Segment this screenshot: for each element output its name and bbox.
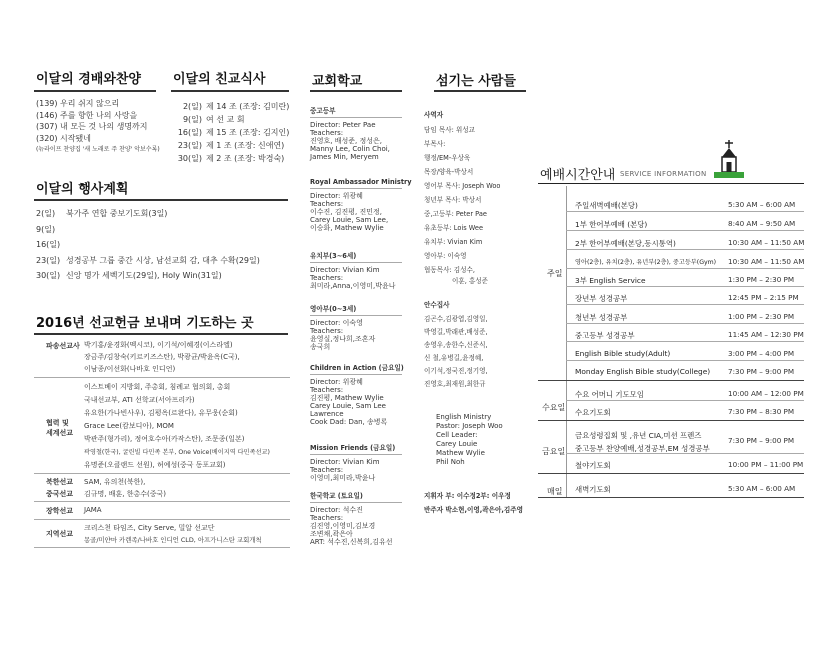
divider [34,519,290,520]
group-line: Teachers: [310,466,344,474]
group-name: Children in Action (금요일) [310,364,404,372]
staff-line: 행정/EM-우상욱 [424,154,471,162]
deacon-line: 이기석,정국진,정기영, [424,367,488,375]
group-line: 이승화, Mathew Wylie [310,224,384,232]
conductor-line: 지휘자 부: 이수정2부: 이우정 [424,492,511,500]
divider [34,473,290,474]
mission-label: 지역선교 [46,530,74,538]
mission-line: 이스트베이 지방회, 주총회, 침례교 협의회, 총회 [84,383,231,391]
deacons-title: 안수집사 [424,301,450,309]
group-line: Carey Louie, Sam Lee [310,402,386,410]
divider [566,249,804,250]
staff-line: 영어부 목사: Joseph Woo [424,182,501,190]
service-time: 5:30 AM – 6:00 AM [728,200,796,209]
em-line: English Ministry [436,413,492,421]
service-name: 장년부 성경공부 [575,294,628,303]
em-line: Phil Noh [436,458,465,466]
hymns-title: 이달의 경배와찬양 [36,72,141,87]
divider [310,315,402,316]
group-name: 유치부(3~6세) [310,252,357,260]
service-time: 7:30 PM – 8:30 PM [728,407,795,416]
service-time: 12:45 PM – 2:15 PM [728,293,799,302]
mission-line: 국내선교부, ATI 선학교(서아프리카) [84,396,195,404]
divider [310,502,402,503]
event-row: 16(일) [36,240,61,249]
church-icon [714,140,744,188]
group-line: 이영미,최미라,박윤나 [310,474,376,482]
event-row: 30(일) 신앙 명가 세벡기도(29일), Holy Win(31일) [36,271,222,280]
divider [310,374,402,375]
group-line: 윤영실,정나희,조혼자 [310,335,376,343]
group-line: 조변채,곽은아 [310,530,353,538]
meals-title: 이달의 친교식사 [173,72,266,87]
meal-row: 30(일) 제 2 조 (조장: 박경숙) [177,154,285,163]
divider [310,262,402,263]
group-line: Carey Louie, Sam Lee, [310,216,389,224]
em-line: Mathew Wylie [436,449,485,457]
event-row: 23(일) 성경공부 그룹 중간 시상, 남선교회 감, 대추 수확(29일) [36,255,260,265]
group-line: Director: 위광혜 [310,378,363,386]
accompanist-line: 반주자 박소현,이영,곽은아,김주영 [424,506,523,514]
group-line: Director: Peter Pae [310,121,376,129]
group-divider [538,420,804,421]
divider [566,453,804,454]
mission-label-2: 세계선교 [46,429,74,437]
hymn-item: (320) 시작됐네 [36,133,91,143]
day-label: 수요일 [542,403,566,412]
mission-label-1: 협력 및 [46,419,69,427]
events-title-rule [34,199,288,201]
group-line: Teachers: [310,200,344,208]
service-time: 7:30 PM – 9:00 PM [728,436,795,445]
group-name: 중고등부 [310,107,336,115]
staff-title: 사역자 [424,111,444,119]
service-name: 주일새벽예배(본당) [575,201,638,210]
service-name: 영아(2층), 유치(2층), 유년부(2층), 중고등부(Gym) [575,259,717,266]
divider [566,360,804,361]
group-line: Director: Vivian Kim [310,266,380,274]
staff-line: 유초등부: Lois Wee [424,224,483,232]
staff-line: 목장/양육-박상서 [424,168,474,176]
mission-line: 유명준(오클랜드 선원), 허예성(중국 동포교회) [84,461,226,469]
meals-list [172,100,289,165]
group-line: 진영호, 배성준, 정성은, [310,137,382,145]
hymn-note: (뉴라이프 찬양집 '새 노래로 주 찬양' 악보수록) [36,146,160,153]
service-name: Monday English Bible study(College) [575,367,711,376]
em-line: Cell Leader: [436,431,478,439]
service-table [538,186,804,498]
mission-line: SAM, 유의천(북한), [84,478,146,486]
mission-line: 장금주/김창숙(키르키즈스탄), 박광균/박윤옥(C국), [84,353,240,361]
deacon-line: 송영우,송한수,신준식, [424,341,488,349]
staff-line: 이훈, 홍성준 [452,277,489,285]
school-title-rule [310,90,402,92]
mission-line: 김규명, 배훈, 한총수(중국) [84,490,166,498]
service-name: 수요 어머니 기도모임 [575,390,644,399]
service-time: 1:30 PM – 2:30 PM [728,275,795,284]
divider [566,400,804,401]
deacon-line: 진영호,최재원,최한규 [424,380,486,388]
mission-label: 북한선교 [46,478,74,486]
divider [310,454,402,455]
mission-line: Grace Lee(캄보디아), MOM [84,422,174,430]
events-title: 이달의 행사계획 [36,182,129,197]
service-name: 수요기도회 [575,408,611,417]
missions-title-rule [34,333,288,335]
hymn-item: (139) 우리 쉬지 않으리 [36,99,120,108]
group-line: Teachers: [310,274,344,282]
staff-line: 부목사: [424,140,446,148]
mission-line: 곽영철(한국), 굴린빌 다민족 본부, One Voice(베이지역 다민족선교) [84,449,270,456]
group-line: Director: 석수진 [310,506,363,514]
meal-row: 23(일) 제 1 조 (조장: 신애연) [177,141,285,150]
group-line: ART: 석수진,신복희,김유선 [310,538,393,546]
divider [34,547,290,548]
event-row: 2(일) 북가주 연합 중보기도회(3일) [36,209,168,218]
day-label: 금요일 [542,447,566,456]
service-name: 중고등부 성경공부 [575,331,635,340]
event-row: 9(일) [36,224,56,234]
service-time: 10:30 AM – 11:50 AM [728,238,805,247]
mission-line: 몽골/미얀마 카렌족/나바호 인디언 CLD, 아프가니스탄 교회개척 [84,536,262,544]
mission-line: 박기홍/윤경화(멕시코), 이기석/이혜경(이스라엘) [84,341,233,349]
divider [566,323,804,324]
divider [310,117,402,118]
mission-line: 크리스천 타임즈, City Serve, 밀알 선교단 [84,524,215,532]
group-line: James Min, Meryem [310,153,379,161]
servants-title-rule [434,90,526,92]
service-name: 청년부 성경공부 [575,313,628,322]
service-title: 예배시간안내 [540,168,616,183]
group-divider [538,473,804,474]
service-time: 11:45 AM – 12:30 PM [728,330,804,339]
staff-line: 협동목사: 김성수, [424,266,476,274]
divider [310,188,402,189]
meal-row: 16(일) 제 15 조 (조장: 김지인) [177,128,290,137]
day-label: 매일 [547,487,563,496]
group-line: Director: Vivian Kim [310,458,380,466]
group-line: Cook Dad: Dan, 송병록 [310,418,388,426]
hymn-item: (146) 주를 향한 나의 사랑을 [36,110,138,120]
service-name: 2부 한어부예배(본당,동시통역) [575,239,676,248]
mission-label: 파송선교사 [46,342,80,350]
group-line: Teachers: [310,514,344,522]
day-column-line [566,186,567,498]
staff-line: 유치부: Vivian Kim [424,238,483,246]
events-list [36,206,260,284]
group-line: 김진영,이영미,김보경 [310,522,376,530]
group-line: Teachers: [310,386,344,394]
mission-line: JAMA [84,506,102,514]
service-name: 철야기도회 [575,461,611,470]
staff-line: 영아부: 이숙영 [424,252,467,260]
hymn-item: (307) 내 모든 것 나의 생명까지 [36,122,148,131]
service-name: English Bible study(Adult) [575,349,671,358]
group-line: Lawrence [310,410,344,418]
group-divider [538,497,804,498]
deacon-line: 신 철,유병길,윤정혜, [424,354,484,362]
missions-title: 2016년 선교헌금 보내며 기도하는 곳 [36,316,254,331]
friday-line-1: 금요성령집회 및 ,유년 CIA,미션 프렌즈 [575,431,702,440]
service-time: 10:00 PM – 11:00 PM [728,460,804,469]
meal-row: 9(일) 여 선 교 회 [182,115,245,124]
service-time: 3:00 PM – 4:00 PM [728,349,795,358]
hymns-title-rule [34,90,156,92]
group-line: Teachers: [310,129,344,137]
group-name: 한국학교 (토요일) [310,492,363,500]
group-line: Manny Lee, Colin Choi, [310,145,390,153]
group-line: Teachers: [310,327,344,335]
group-name: Mission Friends (금요일) [310,444,396,452]
em-line: Pastor: Joseph Woo [436,422,503,430]
group-line: Director: 이숙영 [310,319,363,327]
service-time: 5:30 AM – 6:00 AM [728,484,796,493]
divider [566,341,804,342]
service-time: 10:30 AM – 11:50 AM [728,257,805,266]
friday-line-2: 중고등부 찬양예배,성경공부,EM 성경공부 [575,444,710,453]
staff-line: 담임 목사: 위성교 [424,126,476,134]
service-time: 10:00 AM – 12:00 PM [728,389,804,398]
servants-title: 섬기는 사람들 [436,74,516,89]
service-name: 3부 English Service [575,276,646,285]
divider [566,286,804,287]
group-line: 김진평, Mathew Wylie [310,394,384,402]
service-name [575,430,710,454]
school-title: 교회학교 [312,74,363,89]
divider [566,211,804,212]
meal-row: 2(일) 제 14 조 (조장: 김미란) [182,102,290,111]
group-line: Director: 위광혜 [310,192,363,200]
service-subtitle: SERVICE INFORMATION [620,170,707,178]
day-label: 주일 [547,269,563,278]
divider [34,501,290,502]
em-line: Carey Louie [436,440,478,448]
group-line: 송국희 [310,343,331,351]
staff-line: 청년부 목사: 박상서 [424,196,482,204]
divider [566,230,804,231]
mission-label: 중국선교 [46,490,74,498]
meals-title-rule [171,90,289,92]
divider [566,268,804,269]
mission-line: 박관주(형가리), 정여호수아(카작스탄), 조문종(일본) [84,435,245,443]
deacon-line: 박영길,박래관,배성준, [424,328,488,336]
service-time: 1:00 PM – 2:30 PM [728,312,795,321]
service-time: 7:30 PM – 9:00 PM [728,367,795,376]
mission-line: 유요한(가나빈사우), 김평옥(르완다), 유무웅(순회) [84,409,238,417]
group-line: 이수진, 김진평, 진민정, [310,208,382,216]
group-divider [538,380,804,381]
mission-line: 이남종/이선화(나바호 인디언) [84,365,176,373]
service-name: 새벽기도회 [575,485,611,494]
service-title-rule [538,183,804,184]
group-name: 영아부(0~3세) [310,305,357,313]
group-line: 최미라,Anna,이영미,박윤나 [310,282,396,290]
hymn-list [36,98,160,156]
service-time: 8:40 AM – 9:50 AM [728,219,796,228]
deacon-line: 김곤수,김광엽,김영일, [424,315,488,323]
group-name: Royal Ambassador Ministry [310,178,412,186]
service-name: 1부 한어부예배 (본당) [575,220,648,229]
divider [34,377,290,378]
divider [566,304,804,305]
mission-label: 장학선교 [46,507,74,515]
staff-line: 중,고등부: Peter Pae [424,210,487,218]
